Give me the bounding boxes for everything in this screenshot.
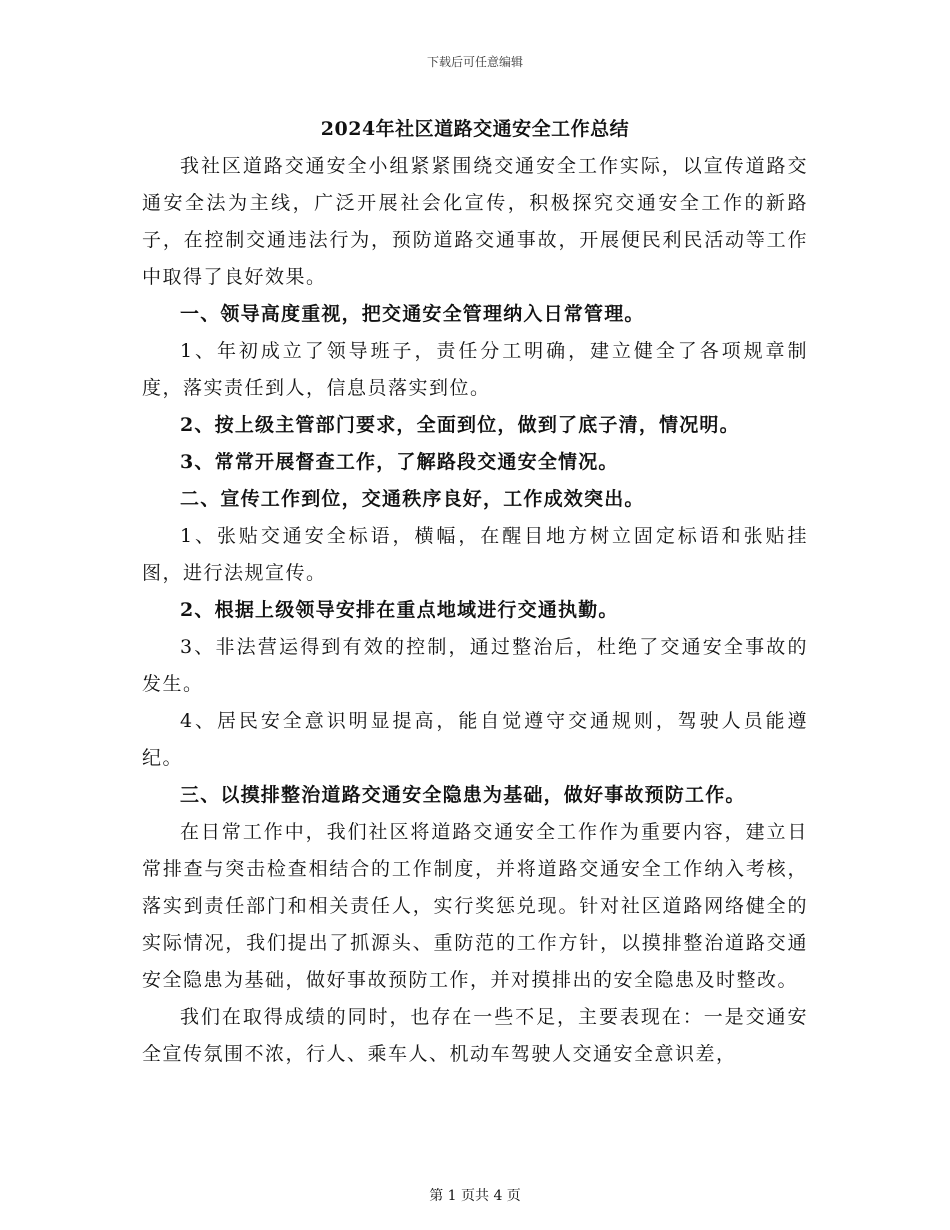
header-note: 下载后可任意编辑	[426, 55, 523, 69]
paragraph: 我社区道路交通安全小组紧紧围绕交通安全工作实际，以宣传道路交通安全法为主线，广泛开展社会化宣传，积极探究交通安全工作的新路子，在控制交通违法行为，预防道路交通事故，开展便民利民活动等工作中取得了良好效果。	[142, 155, 808, 288]
section-heading: 一、领导高度重视，把交通安全管理纳入日常管理。	[180, 303, 645, 325]
paragraph: 在日常工作中，我们社区将道路交通安全工作作为重要内容，建立日常排查与突击检查相结合的工作制度，并将道路交通安全工作纳入考核，落实到责任部门和相关责任人，实行奖惩兑现。针对社区道路网络健全的实际情况，我们提出了抓源头、重防范的工作方针，以摸排整治道路交通安全隐患为基础，做好事故预防工作，并对摸排出的安全隐患及时整改。	[142, 821, 808, 991]
section-heading: 2、按上级主管部门要求，全面到位，做到了底子清，情况明。	[180, 414, 740, 436]
document-body	[142, 110, 808, 1073]
section-heading: 3、常常开展督查工作，了解路段交通安全情况。	[180, 451, 619, 473]
document-title: 2024年社区道路交通安全工作总结	[320, 118, 630, 140]
paragraph: 1、张贴交通安全标语，横幅，在醒目地方树立固定标语和张贴挂图，进行法规宣传。	[142, 525, 808, 584]
paragraph: 我们在取得成绩的同时，也存在一些不足，主要表现在：一是交通安全宣传氛围不浓，行人、乘车人、机动车驾驶人交通安全意识差，	[142, 1006, 808, 1065]
paragraph: 4、居民安全意识明显提高，能自觉遵守交通规则，驾驶人员能遵纪。	[142, 710, 808, 769]
page-footer: 第 1 页共 4 页	[429, 1188, 521, 1204]
section-heading: 三、以摸排整治道路交通安全隐患为基础，做好事故预防工作。	[180, 784, 746, 806]
section-heading: 二、宣传工作到位，交通秩序良好，工作成效突出。	[180, 488, 645, 510]
section-heading: 2、根据上级领导安排在重点地域进行交通执勤。	[180, 599, 619, 621]
paragraph: 3、非法营运得到有效的控制，通过整治后，杜绝了交通安全事故的发生。	[142, 636, 808, 695]
paragraph: 1、年初成立了领导班子，责任分工明确，建立健全了各项规章制度，落实责任到人，信息员落实到位。	[142, 340, 808, 399]
